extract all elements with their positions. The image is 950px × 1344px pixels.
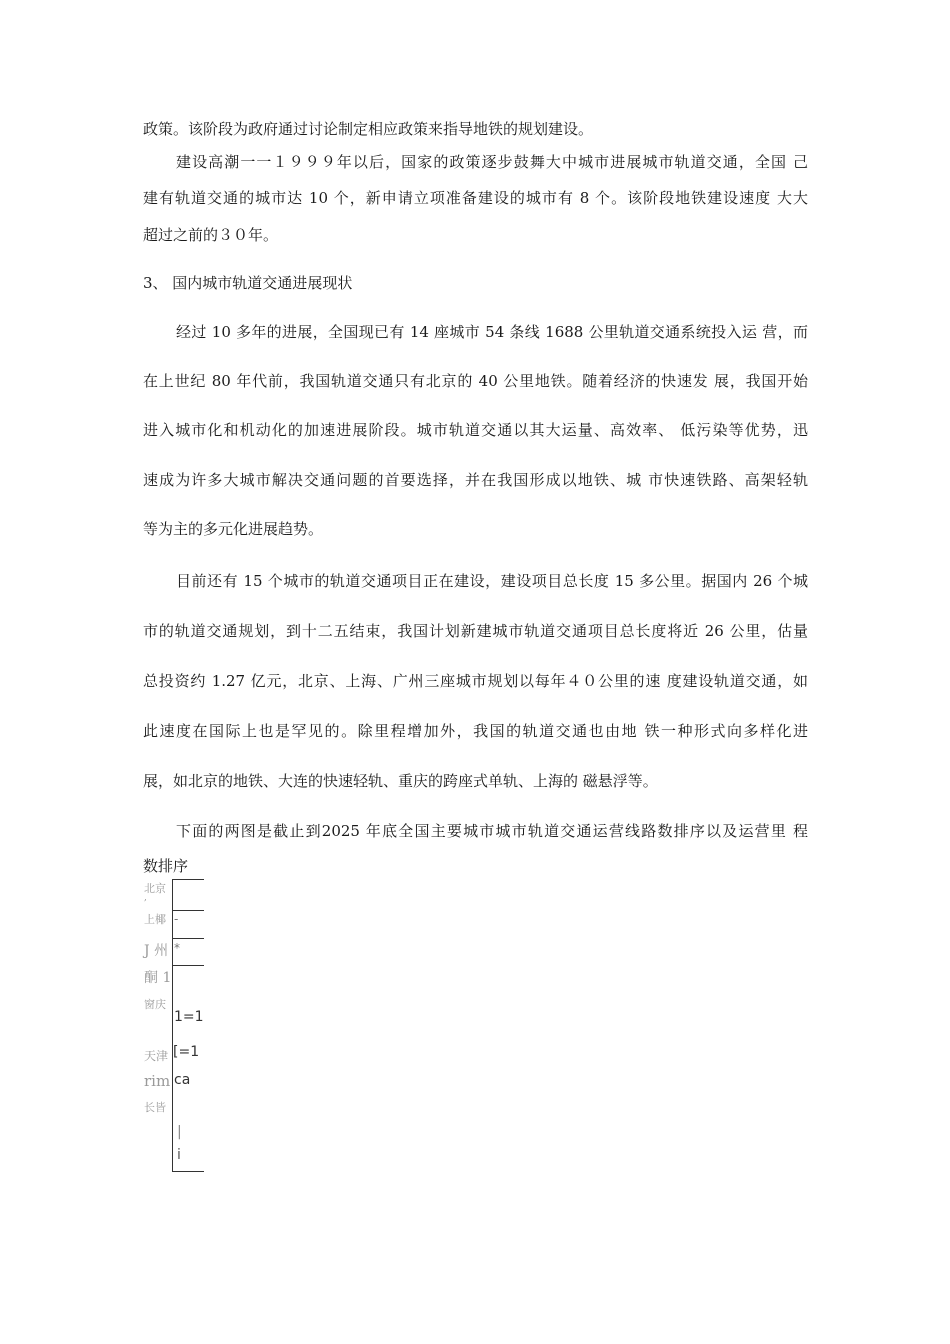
- figure-rule: [172, 965, 204, 966]
- status-line-3: 进入城市化和机动化的加速进展阶段。城市轨道交通以其大运量、高效率、 低污染等优势，迅: [143, 421, 808, 439]
- figure-line-1: 下面的两图是截止到2025 年底全国主要城市城市轨道交通运营线路数排序以及运营里 程: [176, 822, 808, 840]
- status-line-4: 速成为许多大城市解决交通问题的首要选择，并在我国形成以地铁、城 市快速铁路、高架轻轨: [143, 471, 808, 489]
- status-line-2: 在上世纪 80 年代前，我国轨道交通只有北京的 40 公里地铁。随着经济的快速发 展，我国开始: [143, 372, 808, 390]
- figure-label: ,: [144, 893, 147, 903]
- figure-label: J 州: [144, 943, 169, 959]
- boom-line-1: 建设高潮一一１９９９年以后，国家的政策逐步鼓舞大中城市进展城市轨道交通，全国 己: [176, 153, 808, 171]
- figure-label: 天津: [144, 1049, 169, 1063]
- figure-axis: [172, 879, 173, 1172]
- figure-label: rim: [144, 1072, 171, 1090]
- figure-glyph: 1=1: [174, 1009, 204, 1025]
- plan-line-5: 展，如北京的地铁、大连的快速轻轨、重庆的跨座式单轨、上海的 磁悬浮等。: [143, 772, 658, 790]
- figure-label: 北京: [144, 882, 166, 895]
- boom-line-2: 建有轨道交通的城市达 10 个，新申请立项准备建设的城市有 8 个。该阶段地铁建设速度 大大: [143, 189, 808, 207]
- section-heading: 3、 国内城市轨道交通进展现状: [143, 274, 353, 292]
- figure-label: 上椰: [144, 913, 166, 926]
- figure-glyph: [=1: [173, 1044, 200, 1060]
- figure-rule: [172, 938, 204, 939]
- figure-label: 长皆: [144, 1101, 166, 1114]
- figure-glyph: *: [174, 941, 180, 955]
- figure-glyph: ca: [174, 1072, 191, 1088]
- figure-line-2: 数排序: [143, 857, 189, 875]
- boom-line-3: 超过之前的３０年。: [143, 226, 279, 244]
- status-line-5: 等为主的多元化进展趋势。: [143, 520, 324, 538]
- plan-line-1: 目前还有 15 个城市的轨道交通项目正在建设，建设项目总长度 15 多公里。据国内 26 个城: [176, 572, 808, 590]
- plan-line-4: 此速度在国际上也是罕见的。除里程增加外，我国的轨道交通也由地 铁一种形式向多样化进: [143, 722, 808, 740]
- status-line-1: 经过 10 多年的进展，全国现已有 14 座城市 54 条线 1688 公里轨道交通系统投入运 营，而: [176, 323, 808, 341]
- figure-label: 窗庆: [144, 998, 166, 1011]
- figure-rule: [172, 1171, 204, 1172]
- figure-glyph: |: [177, 1124, 182, 1140]
- intro-line-1: 政策。该阶段为政府通过讨论制定相应政策来指导地铁的规划建设。: [143, 120, 594, 138]
- plan-line-2: 市的轨道交通规划，到十二五结束，我国计划新建城市轨道交通项目总长度将近 26 公里，估量: [143, 622, 808, 640]
- figure-rule: [172, 879, 204, 880]
- figure-rule: [172, 910, 204, 911]
- figure-label: 酮 1: [144, 970, 172, 986]
- plan-line-3: 总投资约 1.27 亿元，北京、上海、广州三座城市规划以每年４０公里的速 度建设轨道交通，如: [143, 672, 808, 690]
- figure-glyph: i: [177, 1147, 181, 1163]
- figure-glyph: -: [174, 912, 179, 926]
